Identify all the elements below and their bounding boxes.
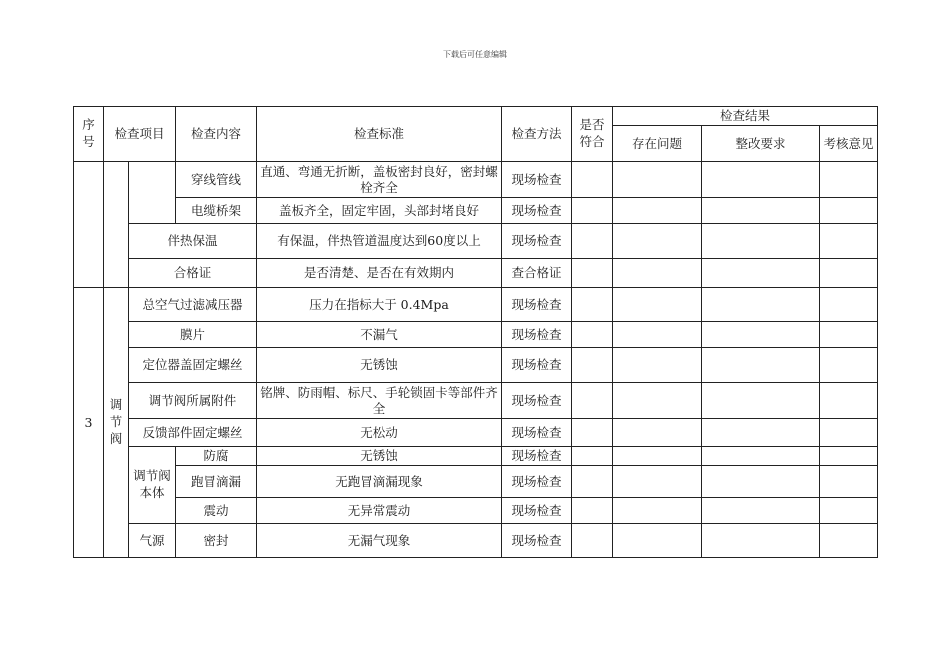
row-rectify-cell[interactable]	[702, 383, 820, 419]
header-problem: 存在问题	[613, 126, 702, 162]
seq-cell: 3	[74, 288, 104, 558]
row-standard: 是否清楚、是否在有效期内	[257, 259, 502, 288]
row-opinion-cell[interactable]	[820, 524, 878, 558]
header-opinion: 考核意见	[820, 126, 878, 162]
row-problem-cell[interactable]	[613, 162, 702, 198]
row-standard: 无锈蚀	[257, 447, 502, 466]
row-content: 总空气过滤减压器	[129, 288, 257, 322]
row-conform-cell[interactable]	[572, 259, 613, 288]
row-problem-cell[interactable]	[613, 524, 702, 558]
row-content: 调节阀所属附件	[129, 383, 257, 419]
row-problem-cell[interactable]	[613, 322, 702, 348]
row-opinion-cell[interactable]	[820, 198, 878, 224]
page-header-note: 下载后可任意编辑	[443, 50, 507, 59]
row-rectify-cell[interactable]	[702, 224, 820, 259]
row-standard: 无锈蚀	[257, 348, 502, 383]
row-conform-cell[interactable]	[572, 524, 613, 558]
header-conform: 是否符合	[572, 107, 613, 162]
row-method: 现场检查	[502, 224, 572, 259]
row-standard: 有保温，伴热管道温度达到60度以上	[257, 224, 502, 259]
row-rectify-cell[interactable]	[702, 259, 820, 288]
row-content: 跑冒滴漏	[176, 466, 257, 498]
row-opinion-cell[interactable]	[820, 259, 878, 288]
inspection-table	[73, 106, 878, 558]
row-conform-cell[interactable]	[572, 348, 613, 383]
row-opinion-cell[interactable]	[820, 447, 878, 466]
row-content: 密封	[176, 524, 257, 558]
row-content: 膜片	[129, 322, 257, 348]
row-conform-cell[interactable]	[572, 288, 613, 322]
row-content: 合格证	[129, 259, 257, 288]
row-method: 现场检查	[502, 162, 572, 198]
row-problem-cell[interactable]	[613, 498, 702, 524]
header-content: 检查内容	[176, 107, 257, 162]
row-standard: 无松动	[257, 419, 502, 447]
row-rectify-cell[interactable]	[702, 322, 820, 348]
row-standard: 盖板齐全，固定牢固，头部封堵良好	[257, 198, 502, 224]
row-conform-cell[interactable]	[572, 162, 613, 198]
row-rectify-cell[interactable]	[702, 288, 820, 322]
row-opinion-cell[interactable]	[820, 383, 878, 419]
row-rectify-cell[interactable]	[702, 198, 820, 224]
row-content: 定位器盖固定螺丝	[129, 348, 257, 383]
row-opinion-cell[interactable]	[820, 466, 878, 498]
header-standard: 检查标准	[257, 107, 502, 162]
item-cell-valve: 调节阀	[104, 288, 129, 558]
row-conform-cell[interactable]	[572, 419, 613, 447]
row-conform-cell[interactable]	[572, 224, 613, 259]
row-problem-cell[interactable]	[613, 288, 702, 322]
row-method: 现场检查	[502, 466, 572, 498]
header-item: 检查项目	[104, 107, 176, 162]
subgroup-cell-empty	[129, 162, 176, 224]
row-rectify-cell[interactable]	[702, 524, 820, 558]
seq-cell-empty	[74, 162, 104, 288]
row-content: 震动	[176, 498, 257, 524]
row-problem-cell[interactable]	[613, 348, 702, 383]
row-rectify-cell[interactable]	[702, 447, 820, 466]
row-rectify-cell[interactable]	[702, 419, 820, 447]
header-seq: 序号	[74, 107, 104, 162]
row-method: 现场检查	[502, 419, 572, 447]
row-method: 现场检查	[502, 322, 572, 348]
header-rectify: 整改要求	[702, 126, 820, 162]
row-problem-cell[interactable]	[613, 383, 702, 419]
row-rectify-cell[interactable]	[702, 162, 820, 198]
row-method: 现场检查	[502, 524, 572, 558]
row-standard: 无跑冒滴漏现象	[257, 466, 502, 498]
row-conform-cell[interactable]	[572, 498, 613, 524]
row-method: 现场检查	[502, 383, 572, 419]
group-gas-source: 气源	[129, 524, 176, 558]
row-content: 反馈部件固定螺丝	[129, 419, 257, 447]
row-opinion-cell[interactable]	[820, 162, 878, 198]
row-rectify-cell[interactable]	[702, 466, 820, 498]
row-content: 电缆桥架	[176, 198, 257, 224]
row-method: 现场检查	[502, 198, 572, 224]
row-method: 现场检查	[502, 348, 572, 383]
row-conform-cell[interactable]	[572, 383, 613, 419]
row-content: 伴热保温	[129, 224, 257, 259]
row-problem-cell[interactable]	[613, 447, 702, 466]
row-opinion-cell[interactable]	[820, 224, 878, 259]
row-conform-cell[interactable]	[572, 322, 613, 348]
row-problem-cell[interactable]	[613, 259, 702, 288]
row-standard: 直通、弯通无折断，盖板密封良好，密封螺栓齐全	[257, 162, 502, 198]
row-standard: 无异常震动	[257, 498, 502, 524]
row-conform-cell[interactable]	[572, 198, 613, 224]
row-opinion-cell[interactable]	[820, 288, 878, 322]
row-conform-cell[interactable]	[572, 466, 613, 498]
row-problem-cell[interactable]	[613, 224, 702, 259]
row-opinion-cell[interactable]	[820, 498, 878, 524]
row-rectify-cell[interactable]	[702, 498, 820, 524]
row-opinion-cell[interactable]	[820, 348, 878, 383]
row-content: 穿线管线	[176, 162, 257, 198]
row-problem-cell[interactable]	[613, 198, 702, 224]
row-conform-cell[interactable]	[572, 447, 613, 466]
row-problem-cell[interactable]	[613, 466, 702, 498]
header-result-group: 检查结果	[613, 107, 878, 126]
row-method: 查合格证	[502, 259, 572, 288]
row-method: 现场检查	[502, 447, 572, 466]
row-method: 现场检查	[502, 498, 572, 524]
row-opinion-cell[interactable]	[820, 419, 878, 447]
row-standard: 无漏气现象	[257, 524, 502, 558]
row-rectify-cell[interactable]	[702, 348, 820, 383]
header-method: 检查方法	[502, 107, 572, 162]
row-standard: 铭牌、防雨帽、标尺、手轮锁固卡等部件齐全	[257, 383, 502, 419]
row-method: 现场检查	[502, 288, 572, 322]
group-valve-body: 调节阀本体	[129, 447, 176, 524]
row-opinion-cell[interactable]	[820, 322, 878, 348]
row-standard: 不漏气	[257, 322, 502, 348]
row-content: 防腐	[176, 447, 257, 466]
row-standard: 压力在指标大于 0.4Mpa	[257, 288, 502, 322]
row-problem-cell[interactable]	[613, 419, 702, 447]
item-cell-empty	[104, 162, 129, 288]
